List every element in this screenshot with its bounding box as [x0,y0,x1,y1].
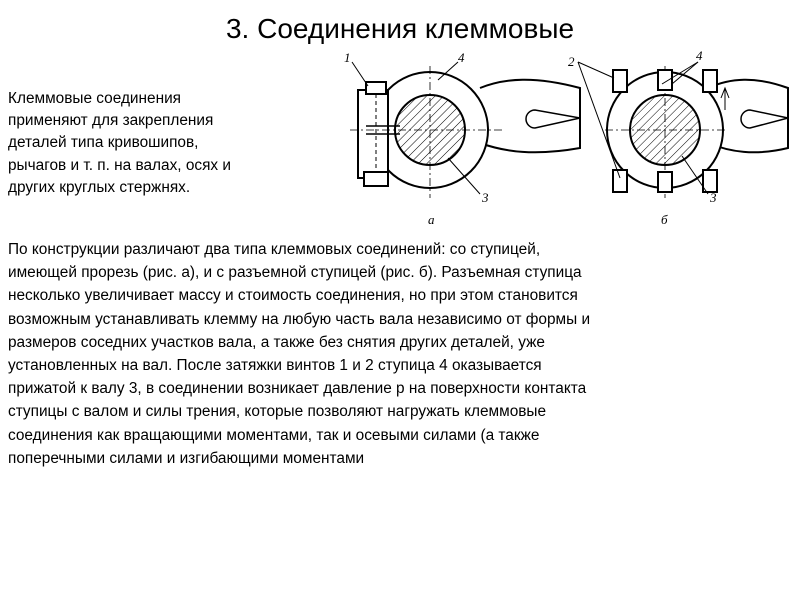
callout-3-b: 3 [710,190,717,205]
callout-4-b: 4 [696,48,703,63]
caption-a: а [428,212,435,227]
bolt-top-center-b [658,70,672,90]
drawing-a [350,62,580,198]
page-title: 3. Соединения клеммовые [225,13,575,44]
body-line: ступицы с валом и силы трения, которые позволяют нагружать клеммовые [8,403,547,421]
body-line: размеров соседних участков вала, а также без снятия других деталей, уже [8,333,545,351]
intro-line: применяют для закрепления [8,112,214,130]
body-line: По конструкции различают два типа клеммовых соединений: со ступицей, [8,241,541,258]
body-line: установленных на вал. После затяжки винтов 1 и 2 ступица 4 оказывается [8,357,542,375]
intro-paragraph [8,88,308,199]
callout-3-a: 3 [482,190,489,205]
body-line: несколько увеличивает массу и стоимость соединения, но при этом становится [8,287,578,305]
intro-line: Клеммовые соединения [8,90,182,107]
body-line: прижатой к валу 3, в соединении возникает давление p на поверхности контакта [8,380,587,398]
bolt-bottom-center-b [658,172,672,192]
caption-b: б [661,212,668,227]
callout-2-b: 2 [568,54,575,69]
bolt-nut-a [364,172,388,186]
bolt-bottom-right-b [703,170,717,192]
body-line: соединения как вращающими моментами, так и осевыми силами (а также [8,426,540,444]
body-line: поперечными силами и изгибающими моментами [8,449,365,467]
clamp-joint-figure [330,48,800,238]
bolt-head-a [366,82,386,94]
callout-4-a: 4 [458,50,465,65]
intro-line: деталей типа кривошипов, [8,134,199,152]
intro-line: рычагов и т. п. на валах, осях и [8,156,231,174]
bolt-bottom-left-b [613,170,627,192]
body-line: имеющей прорезь (рис. а), и с разъемной ступицей (рис. б). Разъемная ступица [8,264,582,282]
callout-1-a: 1 [344,50,351,65]
bolt-top-right-b [703,70,717,92]
body-paragraph [8,238,793,470]
body-line: возможным устанавливать клемму на любую часть вала независимо от формы и [8,310,591,328]
bolt-top-left-b [613,70,627,92]
intro-line: других круглых стержнях. [8,178,191,196]
drawing-b [578,62,788,198]
